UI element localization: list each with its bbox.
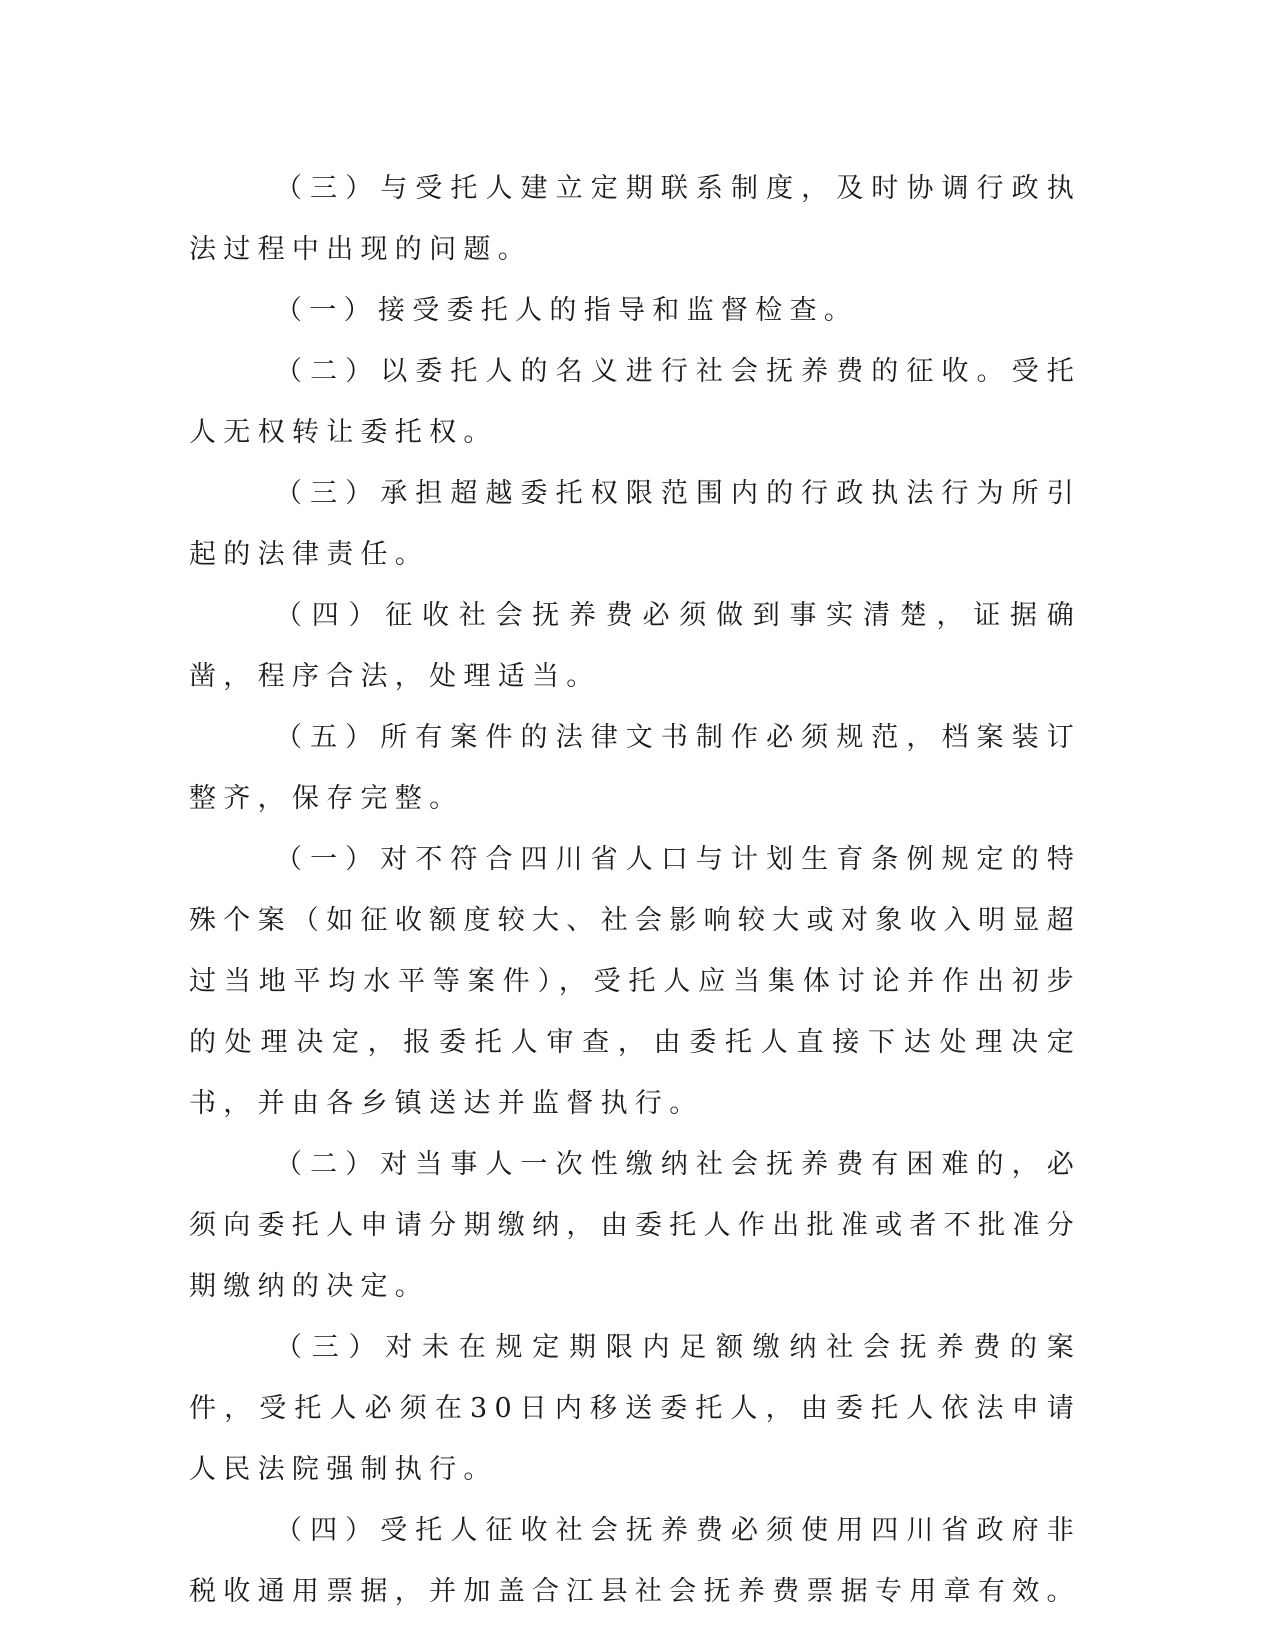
paragraph-2: （一）接受委托人的指导和监督检查。 [275,295,859,326]
document-body [189,158,1081,1622]
paragraph-10: （四）受托人征收社会抚养费必须使用四川省政府非税收通用票据，并加盖合江县社会抚养费票据专用章有效。 [189,1515,1081,1607]
paragraph-4: （三）承担超越委托权限范围内的行政执法行为所引起的法律责任。 [189,478,1081,570]
paragraph-6: （五）所有案件的法律文书制作必须规范，档案装订整齐，保存完整。 [189,722,1081,814]
paragraph-5: （四）征收社会抚养费必须做到事实清楚，证据确凿，程序合法，处理适当。 [189,600,1081,692]
paragraph-3: （二）以委托人的名义进行社会抚养费的征收。受托人无权转让委托权。 [189,356,1081,448]
paragraph-9: （三）对未在规定期限内足额缴纳社会抚养费的案件，受托人必须在30日内移送委托人，由委托人依法申请人民法院强制执行。 [189,1332,1081,1485]
paragraph-8: （二）对当事人一次性缴纳社会抚养费有困难的，必须向委托人申请分期缴纳，由委托人作出批准或者不批准分期缴纳的决定。 [189,1149,1081,1302]
paragraph-7: （一）对不符合四川省人口与计划生育条例规定的特殊个案（如征收额度较大、社会影响较大或对象收入明显超过当地平均水平等案件），受托人应当集体讨论并作出初步的处理决定，报委托人审查，由委托人直接下达处理决定书，并由各乡镇送达并监督执行。 [189,844,1081,1119]
paragraph-1: （三）与受托人建立定期联系制度，及时协调行政执法过程中出现的问题。 [189,173,1081,265]
